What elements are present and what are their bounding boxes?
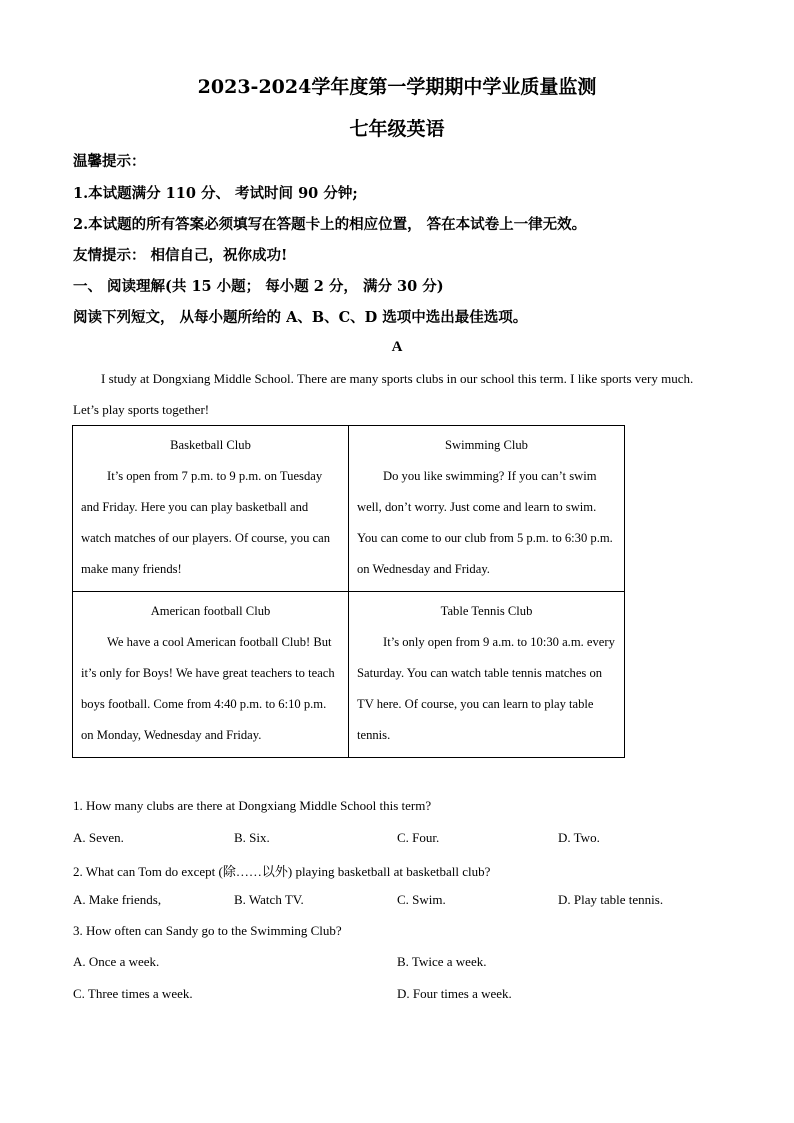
q2-option-c[interactable]: C. Swim. xyxy=(397,892,446,907)
q1-option-a[interactable]: A. Seven. xyxy=(73,830,124,845)
club-name: Basketball Club xyxy=(170,438,251,452)
club-description: We have a cool American football Club! But it’s only for Boys! We have great teachers to teach boys football. Come from 4:40 p.m. to 6:10 p.m. on Monday, Wednesday and Friday. xyxy=(81,635,335,742)
club-cell-swimming xyxy=(349,426,625,592)
club-name: Table Tennis Club xyxy=(440,604,533,618)
question-2: 2. What can Tom do except (除……以外) playing basketball at basketball club? xyxy=(73,864,491,879)
notice-rule-1: 1.本试题满分 110 分、 考试时间 90 分钟; xyxy=(73,185,358,202)
club-name: Swimming Club xyxy=(445,438,528,452)
table-row xyxy=(73,592,625,758)
q2-option-d[interactable]: D. Play table tennis. xyxy=(558,892,664,907)
q3-option-a[interactable]: A. Once a week. xyxy=(73,954,160,969)
section-instruction: 阅读下列短文， 从每小题所给的 A、B、C、D 选项中选出最佳选项。 xyxy=(73,309,528,326)
club-cell-table-tennis xyxy=(349,592,625,758)
passage-label: A xyxy=(391,339,403,355)
q1-option-c[interactable]: C. Four. xyxy=(397,830,440,845)
friendly-notice: 友情提示： 相信自己，祝你成功! xyxy=(73,247,288,264)
club-description: It’s open from 7 p.m. to 9 p.m. on Tuesday and Friday. Here you can play basketball and watch matches of our players. Of course, you can make many friends! xyxy=(81,469,330,576)
q3-option-b[interactable]: B. Twice a week. xyxy=(397,954,487,969)
question-3: 3. How often can Sandy go to the Swimming Club? xyxy=(73,923,342,938)
club-description: Do you like swimming? If you can’t swim well, don’t worry. Just come and learn to swim. You can come to our club from 5 p.m. to 6:30 p.m. on Wednesday and Friday. xyxy=(357,469,613,576)
club-name: American football Club xyxy=(150,604,271,618)
section-heading: 一、 阅读理解(共 15 小题； 每小题 2 分， 满分 30 分) xyxy=(73,278,444,295)
notice-heading: 温馨提示： xyxy=(73,153,146,170)
passage-intro: I study at Dongxiang Middle School. There are many sports clubs in our school this term. I like sports very much. Let’s play sports together! xyxy=(73,371,694,417)
q1-option-d[interactable]: D. Two. xyxy=(558,830,600,845)
q3-option-d[interactable]: D. Four times a week. xyxy=(397,986,512,1001)
clubs-table xyxy=(72,425,625,758)
question-1: 1. How many clubs are there at Dongxiang Middle School this term? xyxy=(73,798,432,813)
club-cell-basketball xyxy=(73,426,349,592)
q2-option-a[interactable]: A. Make friends, xyxy=(73,892,162,907)
q1-option-b[interactable]: B. Six. xyxy=(234,830,270,845)
q2-option-b[interactable]: B. Watch TV. xyxy=(234,892,304,907)
exam-subtitle: 七年级英语 xyxy=(349,118,445,140)
club-description: It’s only open from 9 a.m. to 10:30 a.m. every Saturday. You can watch table tennis matches on TV here. Of course, you can learn to play table tennis. xyxy=(357,635,615,742)
table-row xyxy=(73,426,625,592)
notice-rule-2: 2.本试题的所有答案必须填写在答题卡上的相应位置， 答在本试卷上一律无效。 xyxy=(73,216,587,233)
club-cell-american-football xyxy=(73,592,349,758)
exam-title: 2023-2024学年度第一学期期中学业质量监测 xyxy=(197,76,597,98)
q3-option-c[interactable]: C. Three times a week. xyxy=(73,986,193,1001)
